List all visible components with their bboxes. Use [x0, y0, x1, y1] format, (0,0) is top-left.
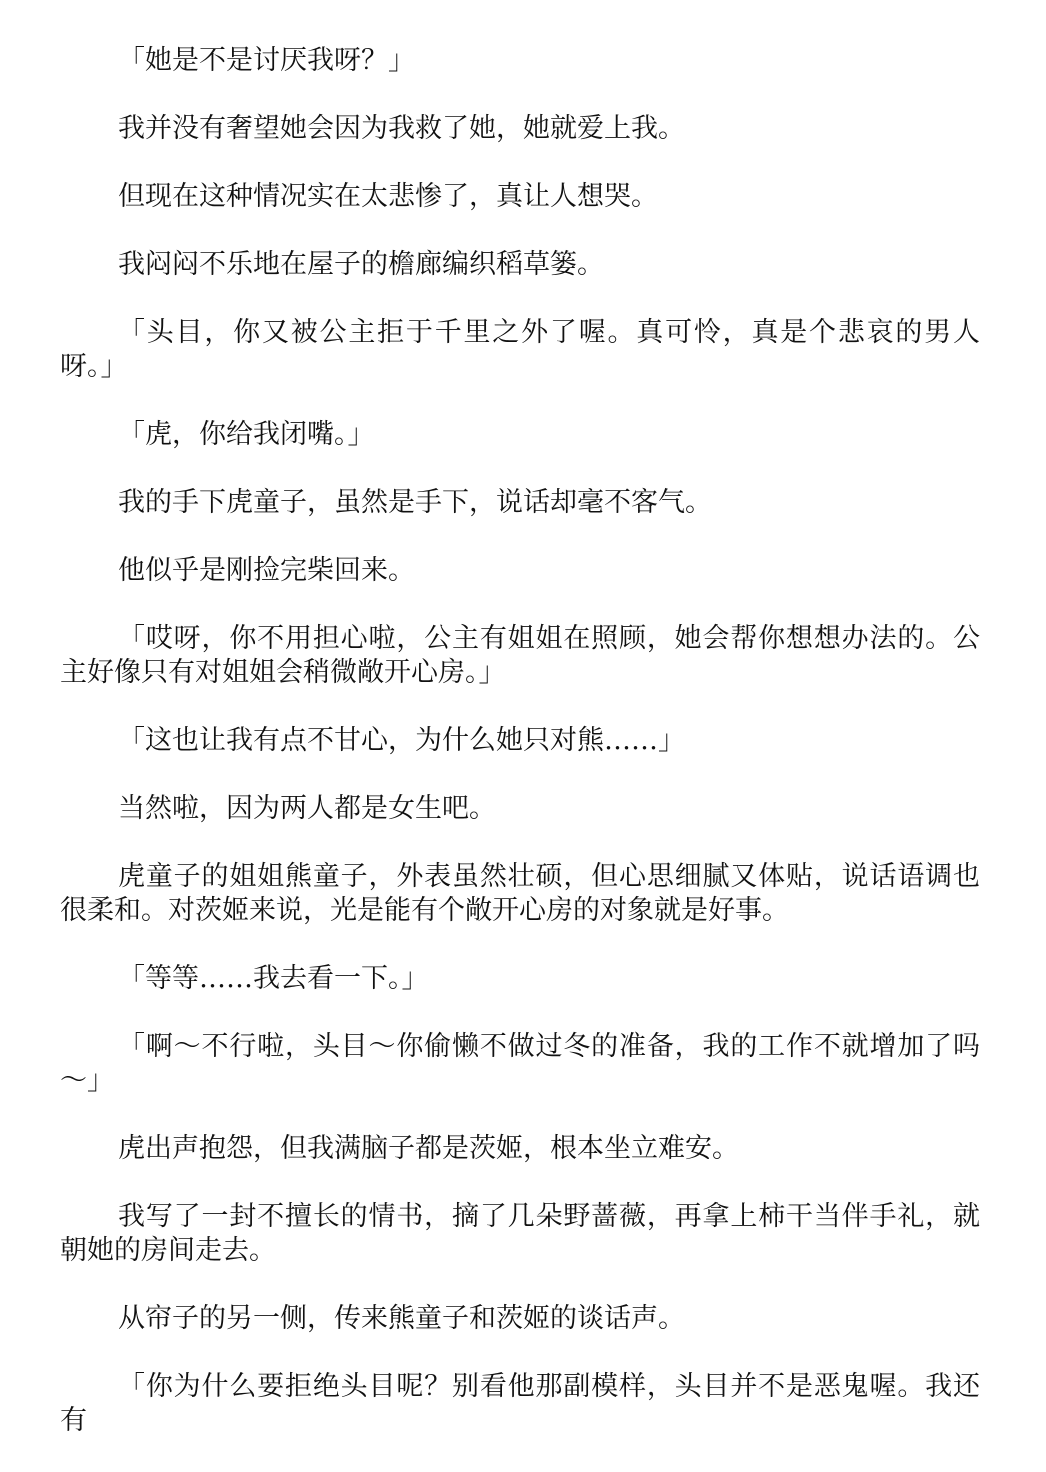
paragraph: 但现在这种情况实在太悲惨了，真让人想哭。	[118, 181, 658, 212]
paragraph: 我的手下虎童子，虽然是手下，说话却毫不客气。	[118, 487, 712, 518]
paragraph: 虎童子的姐姐熊童子，外表虽然壮硕，但心思细腻又体贴，说话语调也很柔和。对茨姬来说，光是能有个敞开心房的对象就是好事。	[60, 861, 980, 926]
paragraph: 我写了一封不擅长的情书，摘了几朵野蔷薇，再拿上柿干当伴手礼，就朝她的房间走去。	[60, 1201, 980, 1266]
paragraph: 我并没有奢望她会因为我救了她，她就爱上我。	[118, 113, 685, 144]
paragraph: 他似乎是刚捡完柴回来。	[118, 555, 415, 586]
paragraph: 「等等……我去看一下。」	[118, 963, 429, 994]
paragraph: 虎出声抱怨，但我满脑子都是茨姬，根本坐立难安。	[118, 1133, 739, 1164]
paragraph: 我闷闷不乐地在屋子的檐廊编织稻草篓。	[118, 249, 604, 280]
paragraph: 「啊～不行啦，头目～你偷懒不做过冬的准备，我的工作不就增加了吗～」	[60, 1031, 980, 1096]
paragraph: 「你为什么要拒绝头目呢？别看他那副模样，头目并不是恶鬼喔。我还有	[60, 1371, 980, 1436]
paragraph: 「虎，你给我闭嘴。」	[118, 419, 375, 450]
document-page	[60, 44, 980, 1472]
paragraph: 当然啦，因为两人都是女生吧。	[118, 793, 496, 824]
paragraph: 「她是不是讨厌我呀？」	[118, 45, 415, 76]
paragraph: 「哎呀，你不用担心啦，公主有姐姐在照顾，她会帮你想想办法的。公主好像只有对姐姐会稍微敞开心房。」	[60, 623, 980, 688]
paragraph: 「这也让我有点不甘心，为什么她只对熊……」	[118, 725, 685, 756]
paragraph: 「头目，你又被公主拒于千里之外了喔。真可怜，真是个悲哀的男人呀。」	[60, 317, 980, 382]
paragraph: 从帘子的另一侧，传来熊童子和茨姬的谈话声。	[118, 1303, 685, 1334]
